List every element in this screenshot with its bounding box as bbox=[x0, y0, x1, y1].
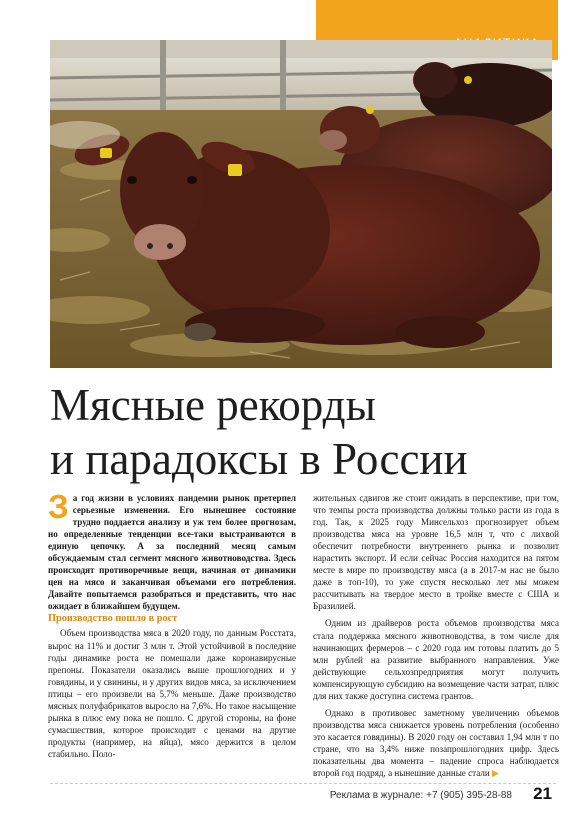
article-photo bbox=[50, 40, 552, 368]
lead-text: а год жизни в условиях пандемии рынок претерпел серьезные изменения. Его нынешнее состояние трудно поддается анализу и уж тем более прогнозам, но определенные тенденции все-таки выстраиваются в единую цепочку. А за последний месяц самым обсуждаемым стал сегмент мясного животноводства. Здесь происходят противоречивые вещи, начиная от динамики цен на мясо и заканчивая объемами его потребления. Давайте попытаемся разобраться и представить, что нас ожидает в ближайшем будущем. bbox=[48, 493, 296, 612]
footer-advertising-contact: Реклама в журнале: +7 (905) 395-28-88 bbox=[329, 790, 512, 801]
footer-divider bbox=[50, 783, 556, 784]
body-paragraph bbox=[313, 707, 559, 779]
cattle-photo-illustration bbox=[50, 40, 552, 368]
lead-paragraph bbox=[48, 488, 296, 612]
continue-arrow-icon: ▶ bbox=[492, 768, 499, 779]
headline-line-2: и парадоксы в России bbox=[50, 434, 468, 484]
text-column-right bbox=[313, 492, 559, 779]
headline-line-1: Мясные рекорды bbox=[50, 380, 376, 430]
drop-cap: З bbox=[48, 488, 69, 525]
section-subheading: Производство пошло в рост bbox=[48, 613, 178, 625]
body-paragraph: Одним из драйверов роста объемов производства мяса стала поддержка мясного животноводства, в том числе для начинающих фермеров – с 2020 года им готовы платить до 5 млн рублей на развитие выбранного направления. Уже действующие сельхозпредприятия могут получить компенсирующую субсидию на возмещение части затрат, плюс для них также доступна система грантов. bbox=[313, 618, 559, 701]
body-paragraph: Объем производства мяса в 2020 году, по данным Росстата, вырос на 11% и достиг 3 млн т. Этой устойчивой в последние годы динамике роста не помешали даже коронавирусные препоны. Показатели оказались выше прошлогодних и у говядины, и у свинины, и у других видов мяса, за исключением птицы – его произвели на 5,7% меньше. Даже производство мясных полуфабрикатов выросло на 7,6%. Но такое насыщение рынка в плюс ему пока не пошло. С другой стороны, на фоне сумасшествия, которое происходит с ценами на другие продукты (например, на яйца), мясо держится в целом стабильно. Поло- bbox=[48, 628, 296, 759]
body-paragraph-text: Однако в противовес заметному увеличению объемов производства мяса снижается уровень потребления (особенно это касается говядины). В 2020 году он составил 1,94 млн т по стране, что на 3,4% ниже позапрошлогодних цифр. Здесь показательны два момента – падение спроса наблюдается второй год подряд, а нынешние данные стали bbox=[313, 707, 559, 779]
article-headline bbox=[50, 378, 560, 486]
text-column-left bbox=[48, 488, 296, 760]
page-number: 21 bbox=[533, 784, 552, 803]
body-paragraph: жительных сдвигов же стоит ожидать в перспективе, при том, что темпы роста производства должны только расти из года в год. Так, к 2025 году Минсельхоз прогнозирует объем производства мяса на уровне 16,5 млн т, что с лихвой обеспечит потребности внутреннего рынка и позволит нарастить экспорт. И если сейчас Россия находится на пятом месте в мире по производству мяса (а в 2017-м нас не было даже в топ-10), то уже спустя несколько лет мы можем рассчитывать на твердое место в тройке вместе с США и Бразилией. bbox=[313, 493, 559, 612]
